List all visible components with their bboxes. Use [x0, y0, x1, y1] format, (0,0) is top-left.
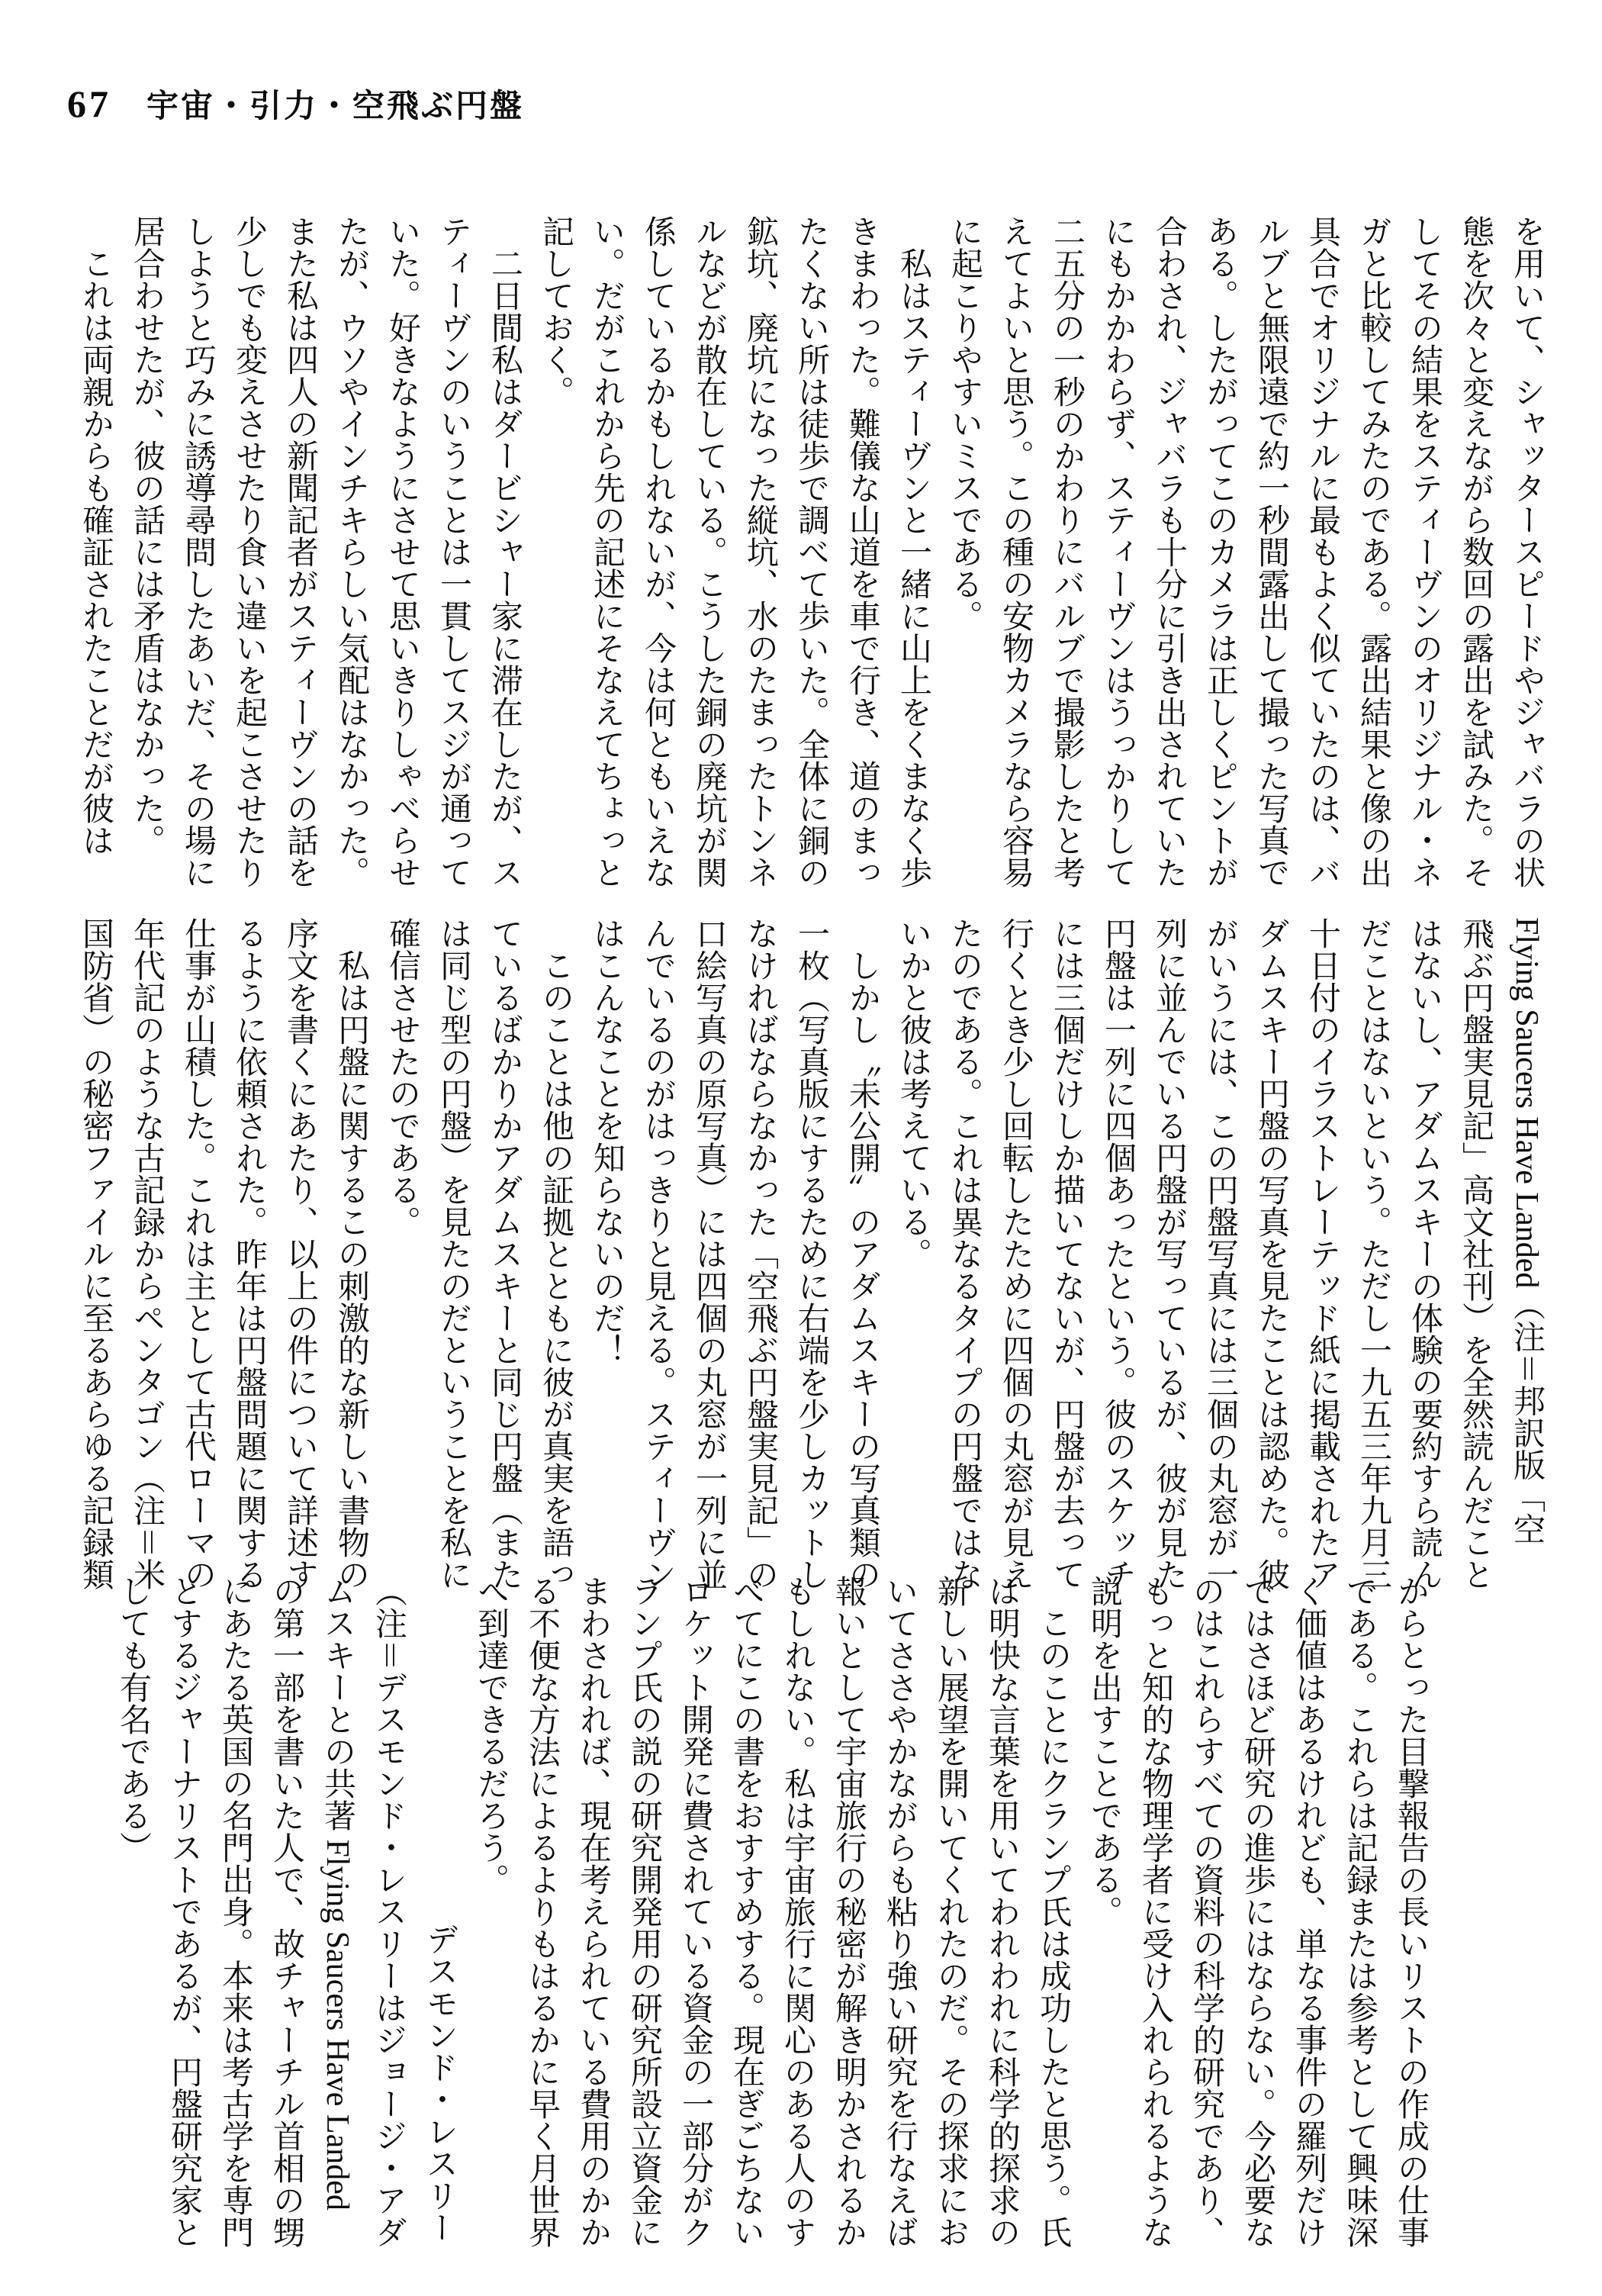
text-column: にあたる英国の名門出身。本来は考古学を専門 — [217, 1575, 253, 2248]
text-column: 居合わせたが、彼の話には矛盾はなかった。 — [129, 215, 164, 856]
text-column: 円盤は一列に四個あったという。彼のスケッチ — [1100, 917, 1135, 1590]
text-column: からとった目撃報告の長いリストの作成の仕事 — [1393, 1575, 1428, 2248]
text-column: 私はスティーヴンと一緒に山上をくまなく歩 — [896, 215, 931, 888]
text-column: ティーヴンのいうことは一貫してスジが通って — [436, 215, 471, 888]
text-column: んでいるのがはっきりと見える。スティーヴン — [640, 917, 675, 1590]
text-column: へ到達できるだろう。 — [473, 1575, 508, 1895]
text-column: だことはないという。ただし一九五三年九月三 — [1356, 917, 1391, 1590]
text-column: にもかかわらず、スティーヴンはうっかりして — [1100, 215, 1135, 888]
text-column: 序文を書くにあたり、以上の件について詳述す — [282, 917, 317, 1590]
text-column: はこんなことを知らないのだ！ — [589, 917, 624, 1366]
text-column: の第一部を書いた人で、故チャーチル首相の甥 — [269, 1575, 304, 2248]
text-column: たくない所は徒歩で調べて歩いた。全体に銅の — [793, 215, 828, 888]
text-column: なければならなかった「空飛ぶ円盤実見記」の — [742, 917, 777, 1590]
text-column: べてにこの書をおすすめする。現在ぎごちない — [729, 1575, 764, 2248]
text-column: いてささやかながらも粘り強い研究を行なえば — [882, 1575, 917, 2248]
text-column: を用いて、シャッタースピードやジャバラの状 — [1509, 215, 1544, 888]
text-column: 記しておく。 — [538, 215, 573, 407]
text-column: 係しているかもしれないが、今は何ともいえな — [640, 215, 675, 888]
text-column: のはこれらすべての資料の科学的研究であり、 — [1189, 1575, 1224, 2248]
section-title: 宇宙・引力・空飛ぶ円盤 — [146, 88, 525, 124]
text-column: ガと比較してみたのである。露出結果と像の出 — [1356, 215, 1391, 888]
text-column: （注＝デスモンド・レスリーはジョージ・アダ — [371, 1575, 406, 2249]
text-column: 少しでも変えさせたり食い違いを起こさせたり — [231, 215, 266, 888]
page-number: 67 — [67, 82, 111, 125]
text-block-top — [69, 215, 1552, 890]
text-column: たのである。これは異なるタイプの円盤ではな — [947, 917, 982, 1590]
text-column: に起こりやすいミスである。 — [947, 215, 982, 632]
text-column: とするジャーナリストであるが、円盤研究家と — [166, 1575, 201, 2248]
text-column: ムスキーとの共著 Flying Saucers Have Landed — [320, 1575, 355, 2211]
text-column: ある。したがってこのカメラは正しくピントが — [1202, 215, 1237, 888]
text-column: ているばかりかアダムスキーと同じ円盤（また — [487, 917, 522, 1590]
text-column: 仕事が山積した。これは主として古代ローマの — [180, 917, 215, 1590]
text-column: 報いとして宇宙旅行の秘密が解き明かされるか — [831, 1575, 866, 2248]
text-column: る不便な方法によるよりもはるかに早く月世界 — [524, 1575, 559, 2248]
text-column: これは両親からも確証されたことだが彼は — [78, 215, 113, 856]
text-column: ルブと無限遠で約一秒間露出して撮った写真で — [1253, 215, 1288, 888]
text-column: 国防省）の秘密ファイルに至るあらゆる記録類 — [78, 917, 113, 1590]
text-column: ロケット開発に費されている資金の一部分がク — [677, 1575, 713, 2248]
text-column: 私は円盤に関するこの刺激的な新しい書物の — [333, 917, 368, 1590]
text-column: このことにクランプ氏は成功したと思う。氏 — [1035, 1575, 1070, 2248]
text-column: たが、ウソやインチキらしい気配はなかった。 — [333, 215, 368, 888]
text-column: はないし、アダムスキーの体験の要約すら読ん — [1407, 917, 1442, 1590]
text-column: い。だがこれから先の記述にそなえてちょっと — [589, 215, 624, 888]
text-column: 説明を出すことである。 — [1086, 1575, 1121, 1927]
text-column: は同じ型の円盤）を見たのだということを私に — [436, 917, 471, 1590]
text-column: このことは他の証拠とともに彼が真実を語っ — [538, 917, 573, 1590]
text-column: いた。好きなようにさせて思いきりしゃべらせ — [384, 215, 420, 888]
text-column: 合わされ、ジャバラも十分に引き出されていた — [1151, 215, 1186, 888]
text-column: ではさほど研究の進歩にはならない。今必要な — [1240, 1575, 1275, 2248]
text-column: 十日付のイラストレーテッド紙に掲載されたア — [1304, 917, 1340, 1590]
text-column: まわされれば、現在考えられている費用のかか — [575, 1575, 610, 2248]
text-column: く価値はあるけれども、単なる事件の羅列だけ — [1291, 1575, 1326, 2248]
text-column: 列に並んでいる円盤が写っているが、彼が見た — [1151, 917, 1186, 1590]
text-column: また私は四人の新聞記者がスティーヴンの話を — [282, 215, 317, 888]
text-column: えてよいと思う。この種の安物カメラなら容易 — [998, 215, 1033, 888]
text-column: 飛ぶ円盤実見記」高文社刊）を全然読んだこと — [1458, 917, 1493, 1590]
text-column: 新しい展望を開いてくれたのだ。その探求にお — [933, 1575, 968, 2248]
text-column: 一枚（写真版にするために右端を少しカットし — [793, 917, 828, 1590]
text-column: してその結果をスティーヴンのオリジナル・ネ — [1407, 215, 1442, 888]
text-column: ダムスキー円盤の写真を見たことは認めた。彼 — [1253, 917, 1288, 1590]
text-column: である。これらは記録または参考として興味深 — [1342, 1575, 1377, 2248]
text-column: きまわった。難儀な山道を車で行き、道のまっ — [844, 215, 880, 888]
text-column: 確信させたのである。 — [384, 917, 420, 1238]
text-column: しようと巧みに誘導尋問したあいだ、その場に — [180, 215, 215, 888]
text-column: 口絵写真の原写真）には四個の丸窓が一列に並 — [691, 917, 726, 1590]
page-header — [67, 81, 524, 127]
signature-column: デスモンド・レスリー — [422, 1923, 457, 2243]
text-column: 年代記のような古記録からペンタゴン（注＝米 — [129, 917, 164, 1591]
text-column: がいうには、この円盤写真には三個の丸窓が一 — [1202, 917, 1237, 1590]
text-column: 具合でオリジナルに最もよく似ていたのは、バ — [1304, 215, 1340, 888]
text-column: ルなどが散在している。こうした銅の廃坑が関 — [691, 215, 726, 888]
text-column: Flying Saucers Have Landed（注＝邦訳版「空 — [1509, 917, 1544, 1545]
text-block-middle — [69, 917, 1552, 1591]
text-column: ランプ氏の説の研究開発用の研究所設立資金に — [626, 1575, 661, 2248]
text-block-bottom — [107, 1575, 1436, 2253]
text-column: もしれない。私は宇宙旅行に関心のある人のす — [780, 1575, 815, 2248]
text-column: 二日間私はダービシャー家に滞在したが、ス — [487, 215, 522, 888]
text-column: 行くとき少し回転したために四個の丸窓が見え — [998, 917, 1033, 1590]
text-column: 二五分の一秒のかわりにバルブで撮影したと考 — [1049, 215, 1084, 888]
text-column: 態を次々と変えながら数回の露出を試みた。そ — [1458, 215, 1493, 888]
text-column: もっと知的な物理学者に受け入れられるような — [1137, 1575, 1173, 2248]
text-column: は明快な言葉を用いてわれわれに科学的探求の — [984, 1575, 1019, 2248]
text-column: しても有名である） — [115, 1575, 150, 1863]
text-column: には三個だけしか描いてないが、円盤が去って — [1049, 917, 1084, 1590]
text-column: しかし〝未公開〟のアダムスキーの写真類の — [844, 917, 880, 1590]
text-column: いかと彼は考えている。 — [896, 917, 931, 1270]
text-column: るように依頼された。昨年は円盤問題に関する — [231, 917, 266, 1590]
text-column: 鉱坑、廃坑になった縦坑、水のたまったトンネ — [742, 215, 777, 888]
